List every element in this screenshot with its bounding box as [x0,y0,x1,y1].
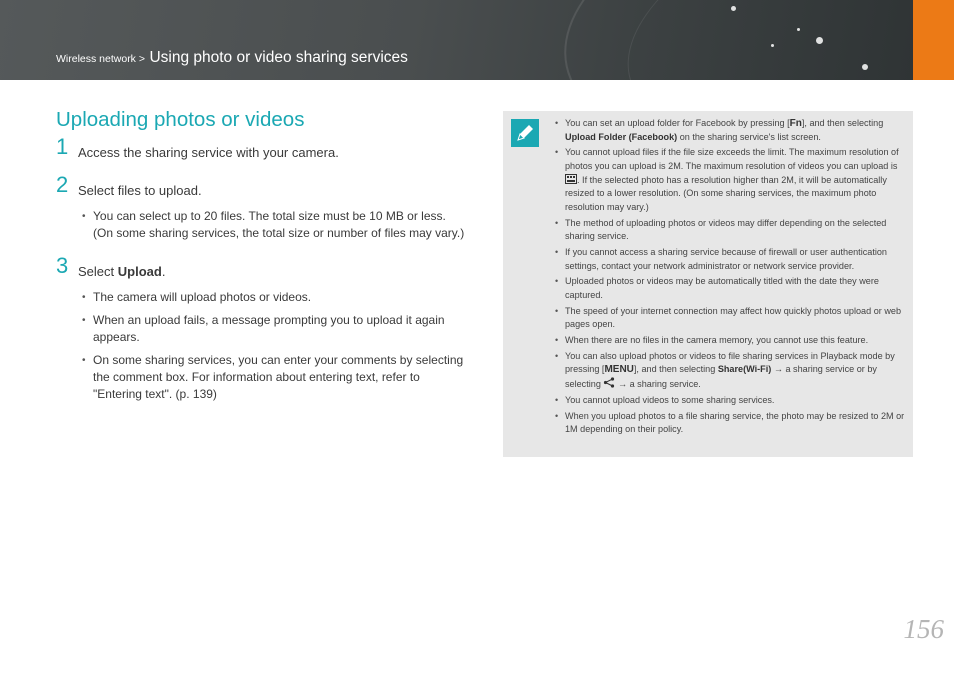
note-item: • The speed of your internet connection may affect how quickly photos upload or web pages open. [565,305,907,332]
banner-sparkle [771,44,774,47]
step-2 [56,172,466,199]
step-text: Access the sharing service with your camera. [78,145,339,160]
note-text: → a sharing service or by selecting [565,364,877,389]
step-text-bold: Upload [117,264,162,279]
step-number: 1 [56,134,69,159]
note-item: • When there are no files in the camera memory, you cannot use this feature. [565,334,907,348]
step-2-bullets [56,208,466,242]
note-list [565,117,907,439]
note-text: . If the selected photo has a resolution higher than 2M, it will be automatically resized to a lower resolution. (On some sharing services, the maximum photo resolution may vary.) [565,174,887,212]
note-text: ], and then selecting [633,364,718,375]
list-item: • When an upload fails, a message prompting you to upload it again appears. [93,312,466,346]
list-item: • On some sharing services, you can enter your comments by selecting the comment box. For information about entering text, refer to "Entering text". (p. 139) [93,352,466,403]
note-item [565,350,907,392]
note-text: ], and then selecting [801,118,884,128]
step-text-prefix: Select [78,264,118,279]
note-item: • Uploaded photos or videos may be automatically titled with the date they were captured. [565,275,907,302]
note-text: You can also upload photos or videos to file sharing services in Playback mode by pressing [ [565,350,895,375]
note-item [565,117,907,144]
share-icon [603,379,615,389]
note-item: • You cannot upload videos to some sharing services. [565,394,907,408]
fn-key-label: Fn [789,118,802,129]
step-text: Select files to upload. [78,183,202,198]
banner-sparkle [731,6,736,11]
breadcrumb [56,49,408,67]
banner-sparkle [797,28,800,31]
note-bold: Upload Folder (Facebook) [565,131,678,142]
list-item: • The camera will upload photos or videos. [93,289,466,306]
step-1 [56,134,466,161]
header-banner [0,0,913,80]
step-text-suffix: . [161,264,166,279]
note-box [503,111,913,457]
steps-column [56,134,466,409]
page-title: Uploading photos or videos [56,108,305,131]
pencil-icon [511,119,539,147]
breadcrumb-page: Using photo or video sharing services [149,49,408,66]
note-text: You cannot upload files if the file size exceeds the limit. The maximum resolution of photos you can upload is 2M. The maximum resolution of videos you can upload is [565,147,899,171]
note-bold: Share(Wi-Fi) [717,364,772,375]
video-size-icon [565,175,577,185]
banner-sparkle [862,64,868,70]
list-item: • You can select up to 20 files. The total size must be 10 MB or less. (On some sharing services, the total size or number of files may vary.) [93,208,466,242]
note-text: on the sharing service's list screen. [677,131,821,142]
chapter-tab [913,0,954,80]
breadcrumb-section: Wireless network > [56,53,145,65]
banner-sparkle [816,37,823,44]
page-number: 156 [903,614,944,644]
step-3 [56,253,466,280]
note-text: You can set an upload folder for Facebook by pressing [ [565,118,790,128]
note-item [565,146,907,214]
note-text: → a sharing service. [615,379,701,389]
note-item: • The method of uploading photos or videos may differ depending on the selected sharing service. [565,217,907,244]
note-item: • When you upload photos to a file sharing service, the photo may be resized to 2M or 1M depending on their policy. [565,410,907,437]
step-number: 2 [56,172,69,197]
note-item: • If you cannot access a sharing service because of firewall or user authentication settings, contact your network administrator or network service provider. [565,246,907,273]
step-3-bullets [56,289,466,403]
menu-key-label: MENU [604,364,634,376]
step-number: 3 [56,253,69,278]
